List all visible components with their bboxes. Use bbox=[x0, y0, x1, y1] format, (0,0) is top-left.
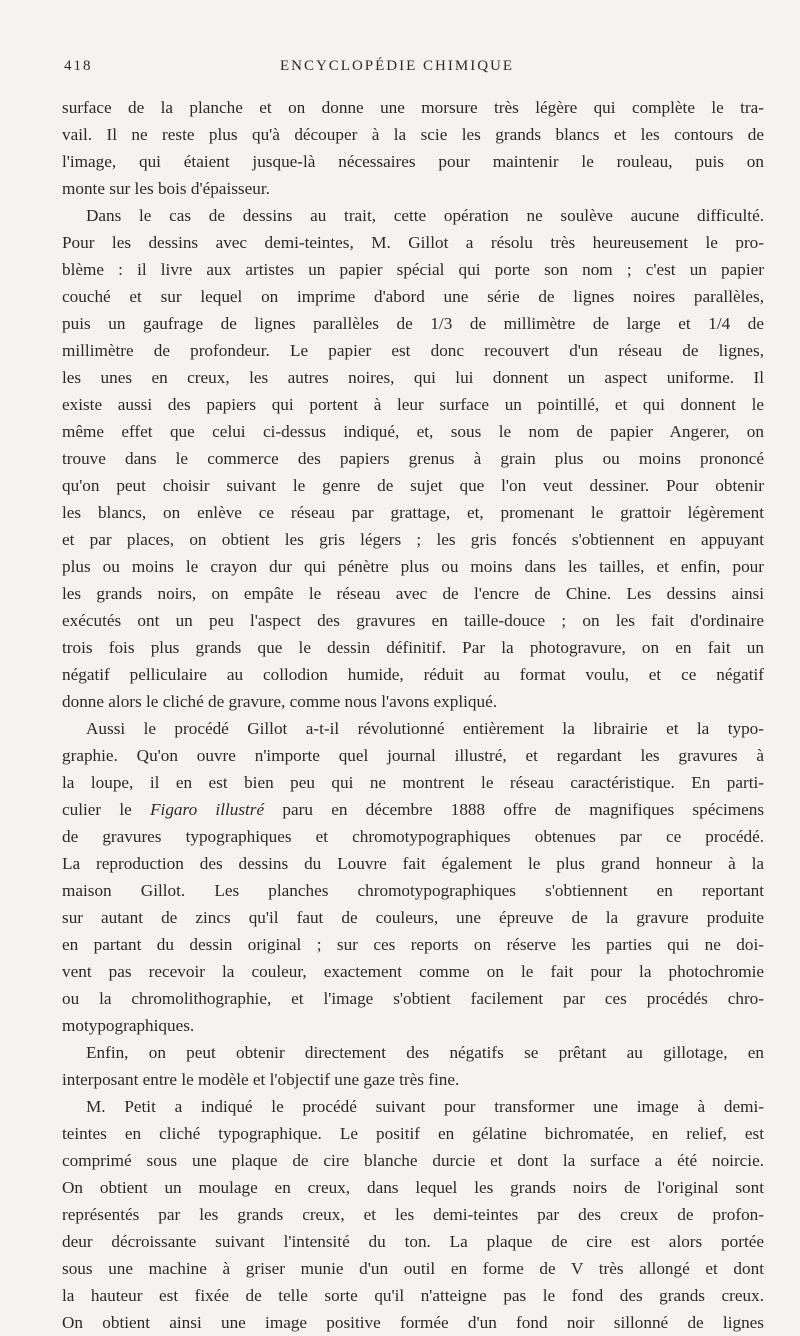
running-title: ENCYCLOPÉDIE CHIMIQUE bbox=[279, 58, 515, 74]
text-line: millimètre de profondeur. Le papier est donc recouvert d'un réseau de lignes, bbox=[62, 341, 764, 360]
paragraph-4 bbox=[62, 1039, 764, 1066]
text-line: sur autant de zincs qu'il faut de couleurs, une épreuve de la gravure produite bbox=[62, 908, 764, 927]
paragraph-4-body bbox=[62, 1066, 764, 1093]
text-line: monte sur les bois d'épaisseur. bbox=[62, 179, 270, 198]
text-line: trois fois plus grands que le dessin définitif. Par la photogravure, on en fait un bbox=[62, 638, 764, 657]
text-line: même effet que celui ci-dessus indiqué, et, sous le nom de papier Angerer, on bbox=[62, 422, 764, 441]
text-line: Aussi le procédé Gillot a-t-il révolutionné entièrement la librairie et la typo- bbox=[86, 719, 764, 738]
paragraph-3 bbox=[62, 715, 764, 742]
text-line: ou la chromolithographie, et l'image s'obtient facilement par ces procédés chro- bbox=[62, 989, 764, 1008]
text-line: les blancs, on enlève ce réseau par grattage, et, promenant le grattoir légèrement bbox=[62, 503, 764, 522]
text-line: la loupe, il en est bien peu qui ne montrent le réseau caractéristique. En parti- bbox=[62, 773, 764, 792]
text-line: les grands noirs, on empâte le réseau avec de l'encre de Chine. Les dessins ainsi bbox=[62, 584, 764, 603]
text-line: Pour les dessins avec demi-teintes, M. Gillot a résolu très heureusement le pro- bbox=[62, 233, 764, 252]
text-line: et par places, on obtient les gris légers ; les gris foncés s'obtiennent en appuyant bbox=[62, 530, 764, 549]
text-line: interposant entre le modèle et l'objectif une gaze très fine. bbox=[62, 1070, 460, 1089]
text-line: surface de la planche et on donne une morsure très légère qui complète le tra- bbox=[62, 98, 764, 117]
text-line: les unes en creux, les autres noires, qui lui donnent un aspect uniforme. Il bbox=[62, 368, 764, 387]
text-line: trouve dans le commerce des papiers grenus à grain plus ou moins prononcé bbox=[62, 449, 764, 468]
page-number: 418 bbox=[64, 58, 93, 74]
text-line: La reproduction des dessins du Louvre fait également le plus grand honneur à la bbox=[62, 854, 764, 873]
paragraph-2 bbox=[62, 202, 764, 229]
text-line: On obtient un moulage en creux, dans lequel les grands noirs de l'original sont bbox=[62, 1178, 764, 1197]
paragraph-3-body bbox=[62, 742, 764, 1039]
text-line: deur décroissante suivant l'intensité du ton. La plaque de cire est alors portée bbox=[62, 1232, 764, 1251]
paragraph-5-body bbox=[62, 1120, 764, 1336]
text-line: M. Petit a indiqué le procédé suivant pour transformer une image à demi- bbox=[86, 1097, 764, 1116]
text-line: la hauteur est fixée de telle sorte qu'il n'atteigne pas le fond des grands creux. bbox=[62, 1286, 764, 1305]
text-line: teintes en cliché typographique. Le positif en gélatine bichromatée, en relief, est bbox=[62, 1124, 764, 1143]
text-line: en partant du dessin original ; sur ces reports on réserve les parties qui ne doi- bbox=[62, 935, 764, 954]
text-line: qu'on peut choisir suivant le genre de sujet que l'on veut dessiner. Pour obtenir bbox=[62, 476, 764, 495]
paragraph-2-body bbox=[62, 229, 764, 715]
text-line: motypographiques. bbox=[62, 1016, 195, 1035]
text-fragment: paru en décembre 1888 offre de magnifiques spécimens bbox=[264, 800, 765, 819]
italic-title: Figaro illustré bbox=[150, 800, 265, 819]
text-line: blème : il livre aux artistes un papier spécial qui porte son nom ; c'est un papier bbox=[62, 260, 764, 279]
text-line: puis un gaufrage de lignes parallèles de 1/3 de millimètre de large et 1/4 de bbox=[62, 314, 764, 333]
text-line: On obtient ainsi une image positive formée d'un fond noir sillonné de lignes bbox=[62, 1313, 764, 1332]
text-line: plus ou moins le crayon dur qui pénètre plus ou moins dans les tailles, et enfin, pour bbox=[62, 557, 764, 576]
text-line: exécutés ont un peu l'aspect des gravures en taille-douce ; on les fait d'ordinaire bbox=[62, 611, 764, 630]
page-header bbox=[64, 58, 730, 84]
text-line: comprimé sous une plaque de cire blanche durcie et dont la surface a été noircie. bbox=[62, 1151, 764, 1170]
text-line: sous une machine à griser munie d'un outil en forme de V très allongé et dont bbox=[62, 1259, 764, 1278]
text-line: maison Gillot. Les planches chromotypographiques s'obtiennent en reportant bbox=[62, 881, 764, 900]
text-line bbox=[62, 796, 764, 823]
text-line: graphie. Qu'on ouvre n'importe quel journal illustré, et regardant les gravures à bbox=[62, 746, 764, 765]
text-line: donne alors le cliché de gravure, comme nous l'avons expliqué. bbox=[62, 692, 498, 711]
text-line: vent pas recevoir la couleur, exactement comme on le fait pour la photochromie bbox=[62, 962, 764, 981]
text-line: Enfin, on peut obtenir directement des négatifs se prêtant au gillotage, en bbox=[86, 1043, 764, 1062]
paragraph-1 bbox=[62, 94, 764, 202]
text-line: l'image, qui étaient jusque-là nécessaires pour maintenir le rouleau, puis on bbox=[62, 152, 764, 171]
text-line: existe aussi des papiers qui portent à leur surface un pointillé, et qui donnent le bbox=[62, 395, 764, 414]
text-line: Dans le cas de dessins au trait, cette opération ne soulève aucune difficulté. bbox=[86, 206, 764, 225]
paragraph-5 bbox=[62, 1093, 764, 1120]
text-line: négatif pelliculaire au collodion humide, réduit au format voulu, et ce négatif bbox=[62, 665, 764, 684]
text-line: vail. Il ne reste plus qu'à découper à la scie les grands blancs et les contours de bbox=[62, 125, 764, 144]
body-text bbox=[62, 94, 764, 1336]
text-line: de gravures typographiques et chromotypographiques obtenues par ce procédé. bbox=[62, 827, 764, 846]
text-line: représentés par les grands creux, et les demi-teintes par des creux de profon- bbox=[62, 1205, 764, 1224]
text-line: couché et sur lequel on imprime d'abord une série de lignes noires parallèles, bbox=[62, 287, 764, 306]
text-fragment: culier le bbox=[62, 800, 151, 819]
